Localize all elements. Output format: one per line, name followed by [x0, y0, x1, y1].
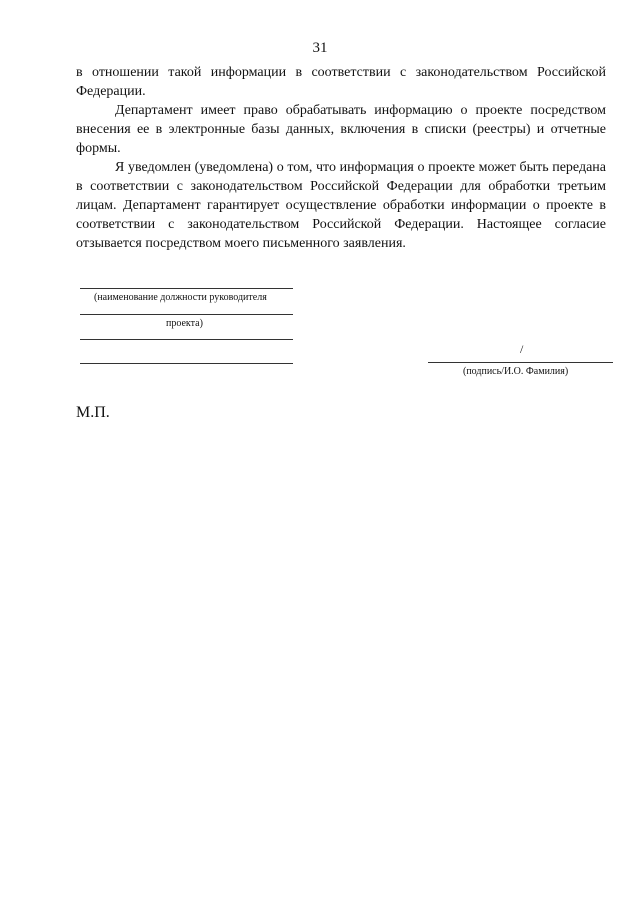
signature-slash: / — [520, 342, 524, 356]
paragraph-1: в отношении такой информации в соответствии с законодательством Российской Федерации. — [76, 65, 606, 99]
position-caption-line-2: проекта) — [166, 318, 203, 329]
position-line-1 — [80, 288, 293, 289]
consent-body — [76, 63, 606, 253]
position-line-2 — [80, 314, 293, 315]
position-caption-line-1: (наименование должности руководителя — [94, 292, 267, 303]
stamp-label: М.П. — [76, 404, 110, 421]
paragraph-3: Я уведомлен (уведомлена) о том, что информация о проекте может быть передана в соответствии с законодательством Российской Федерации для обработки третьим лицам. Департамент гарантирует осуществление обработки информации о проекте в соответствии с законодательством Российской Федерации. Настоящее согласие отзывается посредством моего письменного заявления. — [76, 160, 606, 251]
paragraph-2: Департамент имеет право обрабатывать информацию о проекте посредством внесения ее в электронные базы данных, включения в списки (реестры) и отчетные формы. — [76, 103, 606, 156]
position-line-4 — [80, 363, 293, 364]
signature-caption: (подпись/И.О. Фамилия) — [463, 366, 569, 377]
signature-line — [428, 362, 613, 363]
position-line-3 — [80, 339, 293, 340]
page-number: 31 — [312, 40, 328, 56]
